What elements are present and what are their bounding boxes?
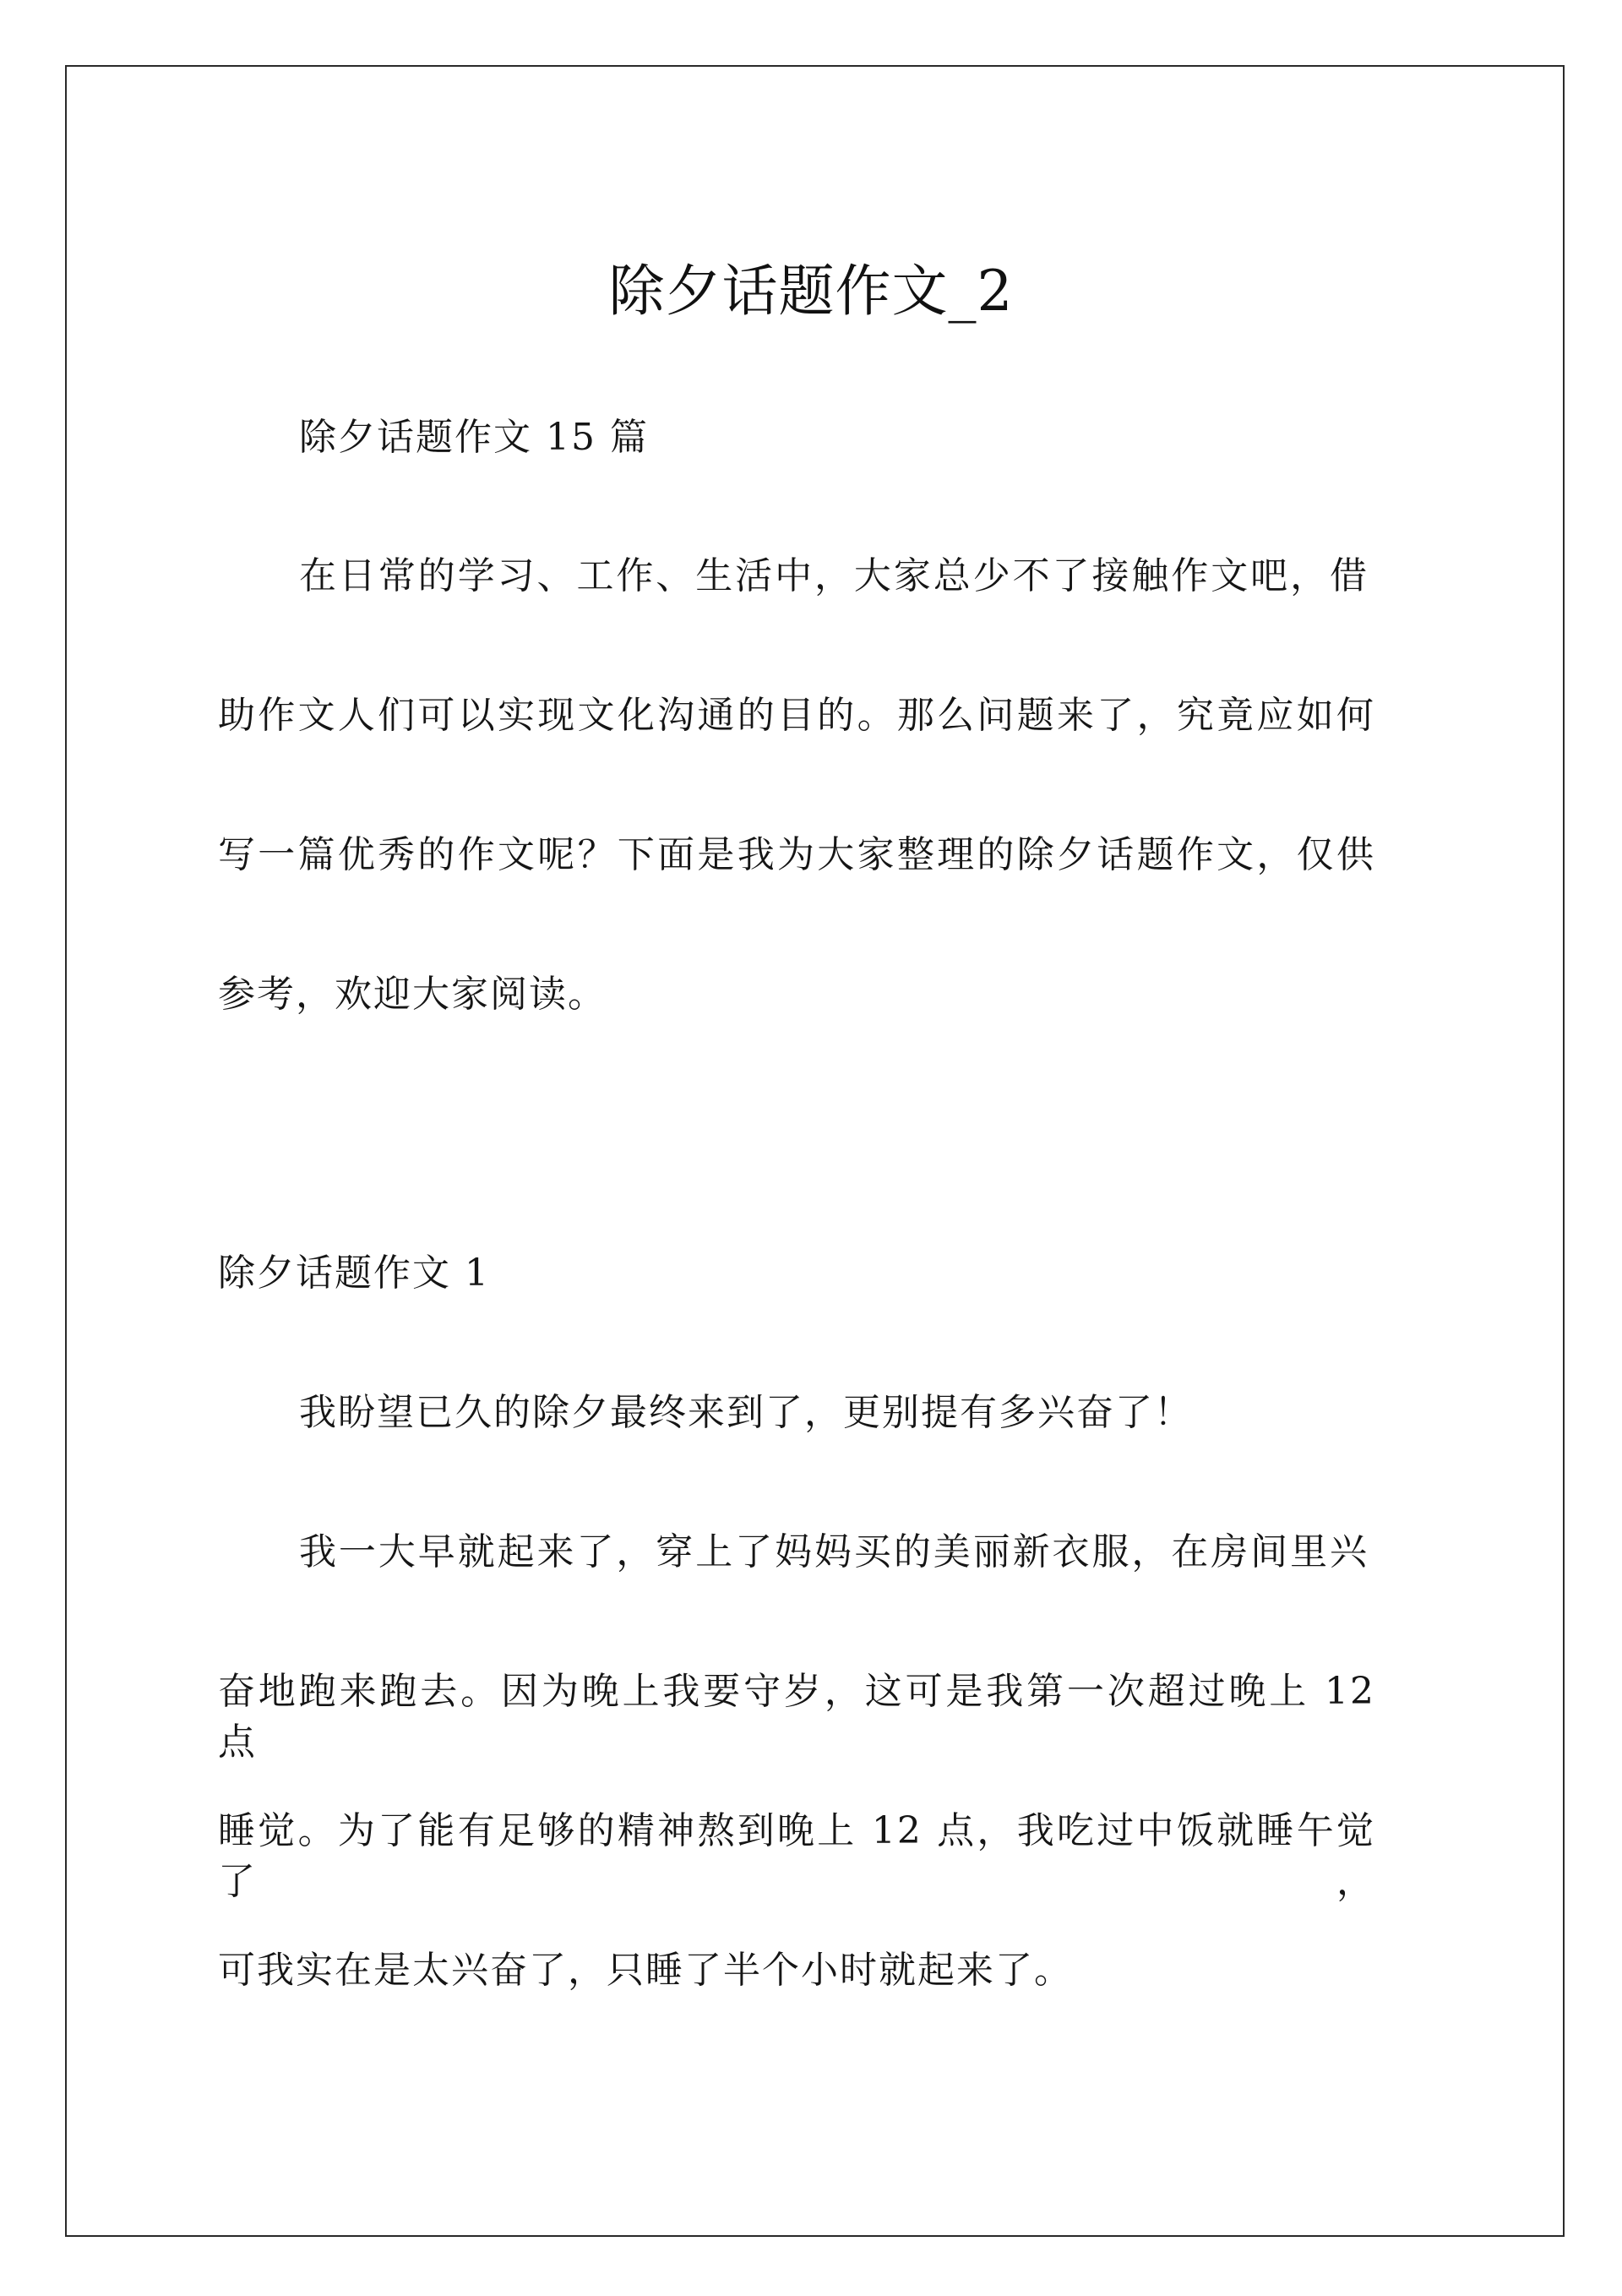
paragraph-2-line-2: 奋地跑来跑去。因为晚上我要守岁，这可是我第一次超过晚上 12 点 — [218, 1670, 1375, 1764]
paragraph-2-line-3: 睡觉。为了能有足够的精神熬到晚上 12 点，我吃过中饭就睡午觉了， — [218, 1809, 1375, 1903]
page-border — [65, 65, 1565, 2237]
paragraph-2-line-4: 可我实在是太兴奋了，只睡了半个小时就起来了。 — [218, 1949, 1073, 1992]
section-heading: 除夕话题作文 1 — [218, 1252, 490, 1295]
document-title: 除夕话题作文_2 — [608, 259, 1014, 324]
intro-line-3: 写一篇优秀的作文呢？下面是我为大家整理的除夕话题作文，仅供 — [218, 833, 1375, 876]
article-subtitle: 除夕话题作文 15 篇 — [299, 416, 649, 459]
paragraph-1: 我盼望已久的除夕最终来到了，更别提有多兴奋了！ — [299, 1391, 1193, 1434]
intro-line-4: 参考，欢迎大家阅读。 — [218, 973, 607, 1016]
paragraph-2-line-1: 我一大早就起来了，穿上了妈妈买的美丽新衣服，在房间里兴 — [299, 1530, 1369, 1573]
intro-line-1: 在日常的学习、工作、生活中，大家总少不了接触作文吧，借 — [299, 554, 1369, 597]
intro-line-2: 助作文人们可以实现文化沟通的目的。那么问题来了，究竟应如何 — [218, 694, 1375, 737]
